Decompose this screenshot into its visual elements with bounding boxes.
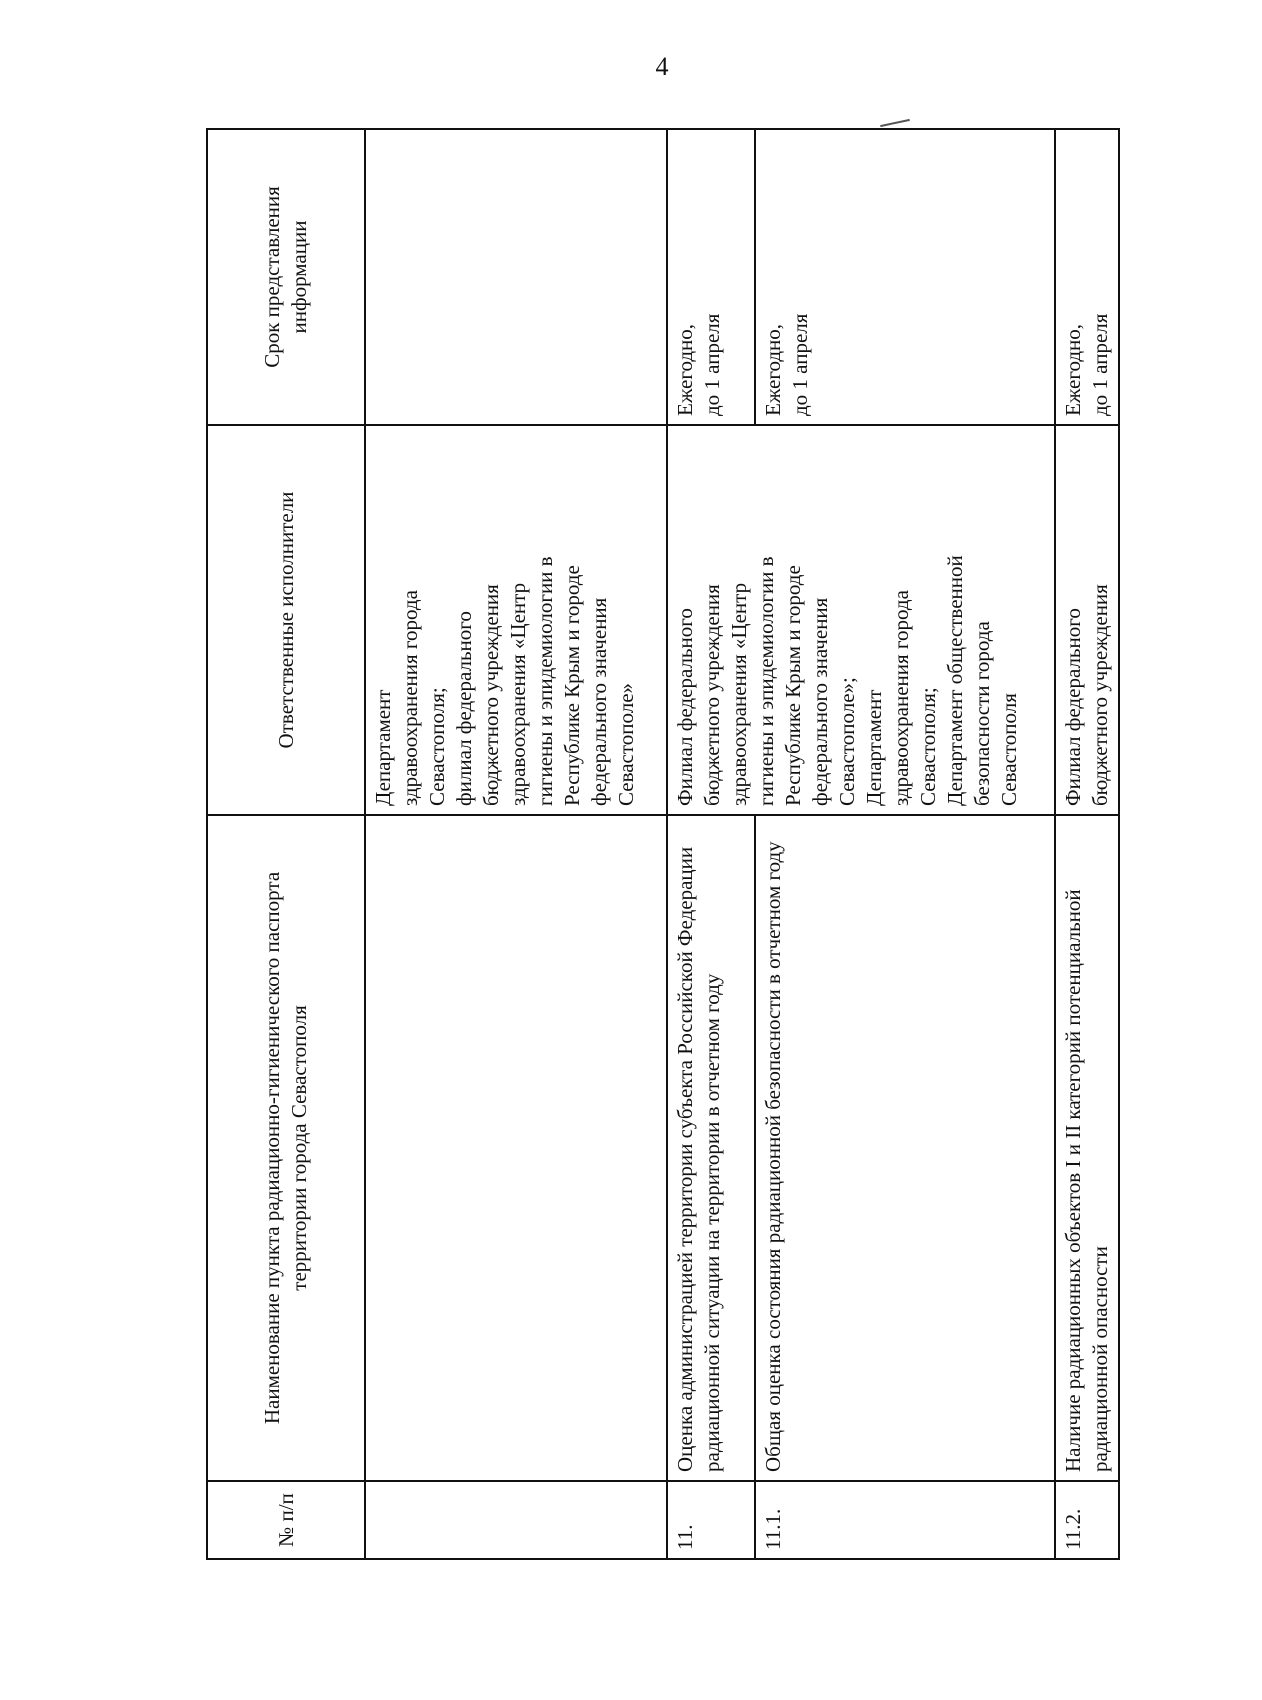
- row-term: [667, 129, 755, 425]
- responsible-line: федерального значения: [808, 597, 832, 806]
- responsible-line: Департамент общественной: [943, 555, 967, 806]
- row-number: 11.: [667, 1481, 755, 1559]
- responsible-line: бюджетного учреждения: [1088, 584, 1112, 806]
- row-name: [365, 815, 667, 1481]
- row-term: [365, 129, 667, 425]
- term-line: до 1 апреля: [700, 313, 724, 416]
- header-responsible: Ответственные исполнители: [207, 425, 365, 815]
- row-number: [365, 1481, 667, 1559]
- row-number: 11.1.: [755, 1481, 1055, 1559]
- responsible-line: безопасности города: [970, 621, 994, 806]
- responsible-line: здравоохранения «Центр: [506, 582, 530, 806]
- term-line: до 1 апреля: [1088, 313, 1112, 416]
- responsible-line: здравоохранения города: [398, 590, 422, 806]
- term-line: Ежегодно,: [673, 323, 697, 416]
- responsible-line: Севастополе»: [614, 682, 638, 806]
- responsible-line: Севастополя;: [425, 687, 449, 806]
- responsible-line: здравоохранения города: [889, 590, 913, 806]
- row-number: 11.2.: [1055, 1481, 1119, 1559]
- rotated-table-wrapper: [206, 130, 1112, 1560]
- responsible-line: федерального значения: [587, 597, 611, 806]
- header-name: Наименование пункта радиационно-гигиенического паспорта территории города Севастополя: [207, 815, 365, 1481]
- responsible-line: Филиал федерального: [673, 608, 697, 806]
- term-line: Ежегодно,: [1061, 323, 1085, 416]
- responsible-line: здравоохранения «Центр: [727, 582, 751, 806]
- row-responsible: [1055, 425, 1119, 815]
- header-num: № п/п: [207, 1481, 365, 1559]
- responsible-line: гигиены и эпидемиологии в: [754, 556, 778, 806]
- responsible-line: филиал федерального: [452, 611, 476, 806]
- table-row: [755, 129, 1055, 1559]
- table-row: [1055, 129, 1119, 1559]
- responsible-line: Республике Крым и городе: [781, 565, 805, 806]
- term-line: до 1 апреля: [788, 313, 812, 416]
- row-name: Наличие радиационных объектов I и II категорий потенциальной радиационной опасности: [1055, 815, 1119, 1481]
- table-header-row: [207, 129, 365, 1559]
- table-row: [365, 129, 667, 1559]
- responsible-line: Департамент: [371, 689, 395, 806]
- scan-mark: [880, 119, 910, 127]
- responsible-line: Севастополя: [997, 693, 1021, 806]
- row-responsible: [365, 425, 667, 815]
- responsible-line: Севастополе»;: [835, 677, 859, 806]
- row-name: Оценка администрацией территории субъекта Российской Федерации радиационной ситуации на территории в отчетном году: [667, 815, 755, 1481]
- responsible-line: бюджетного учреждения: [479, 584, 503, 806]
- table-row: [667, 129, 755, 1559]
- row-name: Общая оценка состояния радиационной безопасности в отчетном году: [755, 815, 1055, 1481]
- term-line: Ежегодно,: [761, 323, 785, 416]
- row-term: [1055, 129, 1119, 425]
- responsible-line: Республике Крым и городе: [560, 565, 584, 806]
- responsible-line: Департамент: [862, 689, 886, 806]
- row-responsible: [667, 425, 1055, 815]
- rotated-table-container: [206, 130, 1112, 1560]
- responsible-line: гигиены и эпидемиологии в: [533, 556, 557, 806]
- header-term: Срок представления информации: [207, 129, 365, 425]
- responsible-line: Филиал федерального: [1061, 608, 1085, 806]
- responsible-line: Севастополя;: [916, 687, 940, 806]
- radiation-passport-table: [206, 128, 1120, 1560]
- responsible-line: бюджетного учреждения: [700, 584, 724, 806]
- page-number: 4: [655, 52, 669, 81]
- row-term: [755, 129, 1055, 425]
